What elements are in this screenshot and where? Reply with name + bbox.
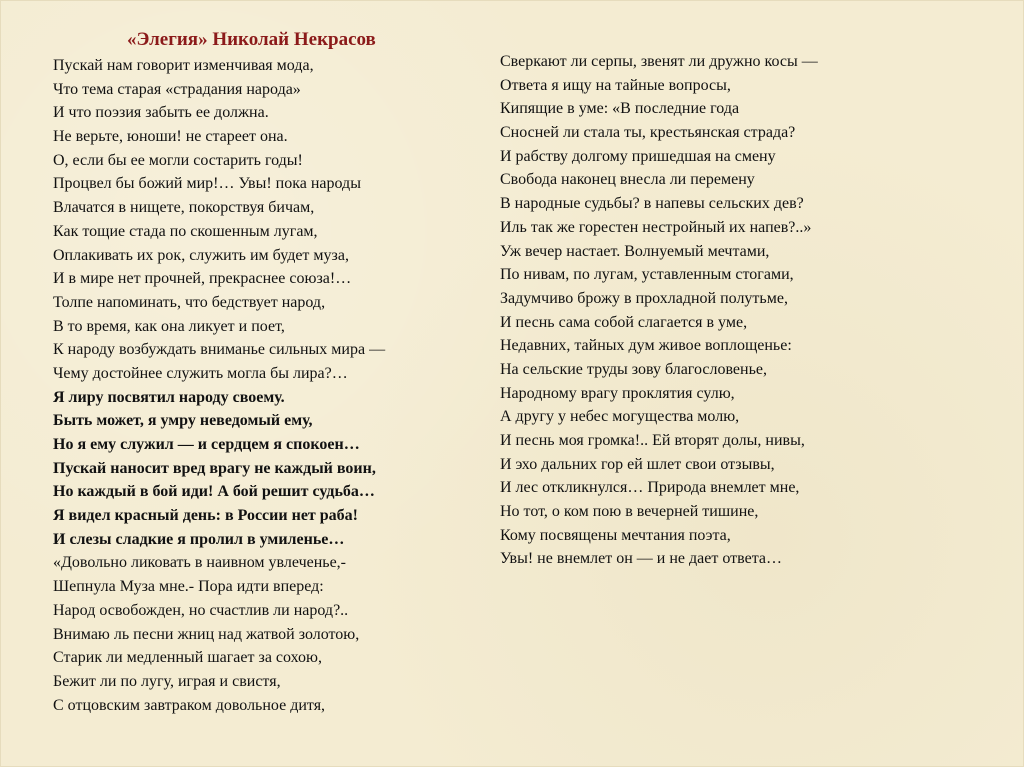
poem-column-left xyxy=(53,54,385,717)
poem-line: А другу у небес могущества молю, xyxy=(500,408,740,426)
poem-line: «Довольно ликовать в наивном увлеченье,- xyxy=(53,554,347,572)
poem-line: Старик ли медленный шагает за сохою, xyxy=(53,649,322,667)
poem-line: Как тощие стада по скошенным лугам, xyxy=(53,222,318,240)
poem-line: И слезы сладкие я пролил в умиленье… xyxy=(53,530,345,548)
poem-line: Кому посвящены мечтания поэта, xyxy=(500,526,731,544)
poem-line: Пускай нам говорит изменчивая мода, xyxy=(53,57,314,74)
poem-line: Свобода наконец внесла ли перемену xyxy=(500,171,755,189)
poem-line: Сверкают ли серпы, звенят ли дружно косы — xyxy=(500,53,818,70)
poem-line: Ответа я ищу на тайные вопросы, xyxy=(500,76,731,94)
poem-line: Бежит ли по лугу, играя и свистя, xyxy=(53,672,281,690)
poem-line: Но тот, о ком пою в вечерней тишине, xyxy=(500,503,759,521)
poem-line: Толпе напоминать, что бедствует народ, xyxy=(53,293,326,311)
poem-line: И эхо дальних гор ей шлет свои отзывы, xyxy=(500,455,775,473)
poem-line: Увы! не внемлет он — и не дает ответа… xyxy=(500,550,782,568)
poem-line: В народные судьбы? в напевы сельских дев? xyxy=(500,195,804,213)
poem-line: Пускай наносит вред врагу не каждый воин, xyxy=(53,459,376,477)
poem-title: «Элегия» Николай Некрасов xyxy=(127,29,376,50)
poem-line: На сельские труды зову благословенье, xyxy=(500,360,767,378)
poem-line: Не верьте, юноши! не стареет она. xyxy=(53,128,288,146)
poem-line: Недавних, тайных дум живое воплощенье: xyxy=(500,337,792,355)
poem-column-right xyxy=(500,50,818,571)
poem-line: Но каждый в бой иди! А бой решит судьба… xyxy=(53,483,375,501)
poem-line: С отцовским завтраком довольное дитя, xyxy=(53,696,326,714)
poem-line: Иль так же горестен нестройный их напев?..» xyxy=(500,218,812,236)
poem-line: Быть может, я умру неведомый ему, xyxy=(53,412,313,430)
poem-line: Шепнула Муза мне.- Пора идти вперед: xyxy=(53,578,324,596)
poem-line: И в мире нет прочней, прекраснее союза!… xyxy=(53,270,352,288)
poem-line: Я лиру посвятил народу своему. xyxy=(53,388,285,406)
poem-line: И лес откликнулся… Природа внемлет мне, xyxy=(500,479,800,497)
poem-line: И что поэзия забыть ее должна. xyxy=(53,104,269,122)
poem-line: Кипящие в уме: «В последние года xyxy=(500,100,740,118)
poem-line: Что тема старая «страдания народа» xyxy=(53,80,301,98)
poem-line: О, если бы ее могли состарить годы! xyxy=(53,151,303,169)
poem-line: И песнь моя громка!.. Ей вторят долы, нивы, xyxy=(500,432,805,449)
poem-line: Но я ему служил — и сердцем я спокоен… xyxy=(53,436,360,453)
poem-line: К народу возбуждать вниманье сильных мира — xyxy=(53,341,386,359)
poem-line: Сносней ли стала ты, крестьянская страда? xyxy=(500,124,796,142)
poem-line: Уж вечер настает. Волнуемый мечтами, xyxy=(500,242,770,260)
poem-line: По нивам, по лугам, уставленным стогами, xyxy=(500,266,794,284)
poem-line: Я видел красный день: в России нет раба! xyxy=(53,507,358,525)
poem-line: Народному врагу проклятия сулю, xyxy=(500,384,735,402)
poem-line: Народ освобожден, но счастлив ли народ?.. xyxy=(53,601,349,619)
poem-line: Внимаю ль песни жниц над жатвой золотою, xyxy=(53,625,360,643)
poem-line: Чему достойнее служить могла бы лира?… xyxy=(53,364,348,382)
poem-line: В то время, как она ликует и поет, xyxy=(53,317,285,335)
poem-line: Задумчиво брожу в прохладной полутьме, xyxy=(500,289,788,307)
poem-line: Процвел бы божий мир!… Увы! пока народы xyxy=(53,175,361,193)
poem-line: Влачатся в нищете, покорствуя бичам, xyxy=(53,199,315,217)
poem-line: И рабству долгому пришедшая на смену xyxy=(500,147,776,165)
poem-line: Оплакивать их рок, служить им будет муза, xyxy=(53,246,349,264)
poem-line: И песнь сама собой слагается в уме, xyxy=(500,313,748,331)
